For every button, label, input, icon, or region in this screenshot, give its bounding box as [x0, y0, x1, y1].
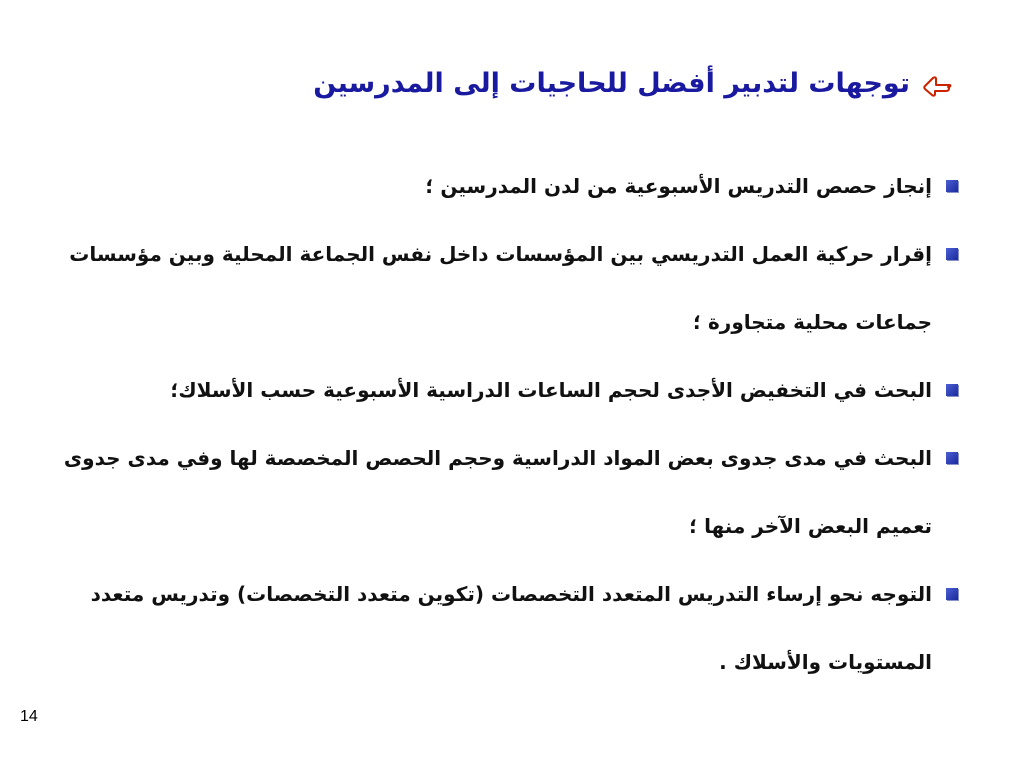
slide-title-row — [313, 64, 952, 104]
bullet-text: البحث في مدى جدوى بعض المواد الدراسية وحجم الحصص المخصصة لها وفي مدى جدوى تعميم البعض الآخر منها ؛ — [63, 446, 932, 538]
bullet-item — [62, 220, 962, 356]
pointing-hand-icon — [922, 71, 952, 97]
square-bullet-icon — [946, 588, 958, 600]
bullet-text: البحث في التخفيض الأجدى لحجم الساعات الدراسية الأسبوعية حسب الأسلاك؛ — [170, 378, 932, 402]
bullet-item — [62, 152, 962, 220]
bullet-text: إقرار حركية العمل التدريسي بين المؤسسات داخل نفس الجماعة المحلية وبين مؤسسات جماعات محلية متجاورة ؛ — [69, 242, 932, 334]
bullet-text: إنجاز حصص التدريس الأسبوعية من لدن المدرسين ؛ — [425, 174, 932, 198]
square-bullet-icon — [946, 180, 958, 192]
square-bullet-icon — [946, 248, 958, 260]
bullet-item — [62, 356, 962, 424]
square-bullet-icon — [946, 384, 958, 396]
bullet-text: التوجه نحو إرساء التدريس المتعدد التخصصات (تكوين متعدد التخصصات) وتدريس متعدد المستويات والأسلاك . — [90, 582, 932, 674]
slide-title: توجهات لتدبير أفضل للحاجيات إلى المدرسين — [313, 68, 910, 99]
bullet-list — [62, 152, 962, 696]
square-bullet-icon — [946, 452, 958, 464]
bullet-item — [62, 560, 962, 696]
page-number: 14 — [20, 708, 38, 725]
bullet-item — [62, 424, 962, 560]
